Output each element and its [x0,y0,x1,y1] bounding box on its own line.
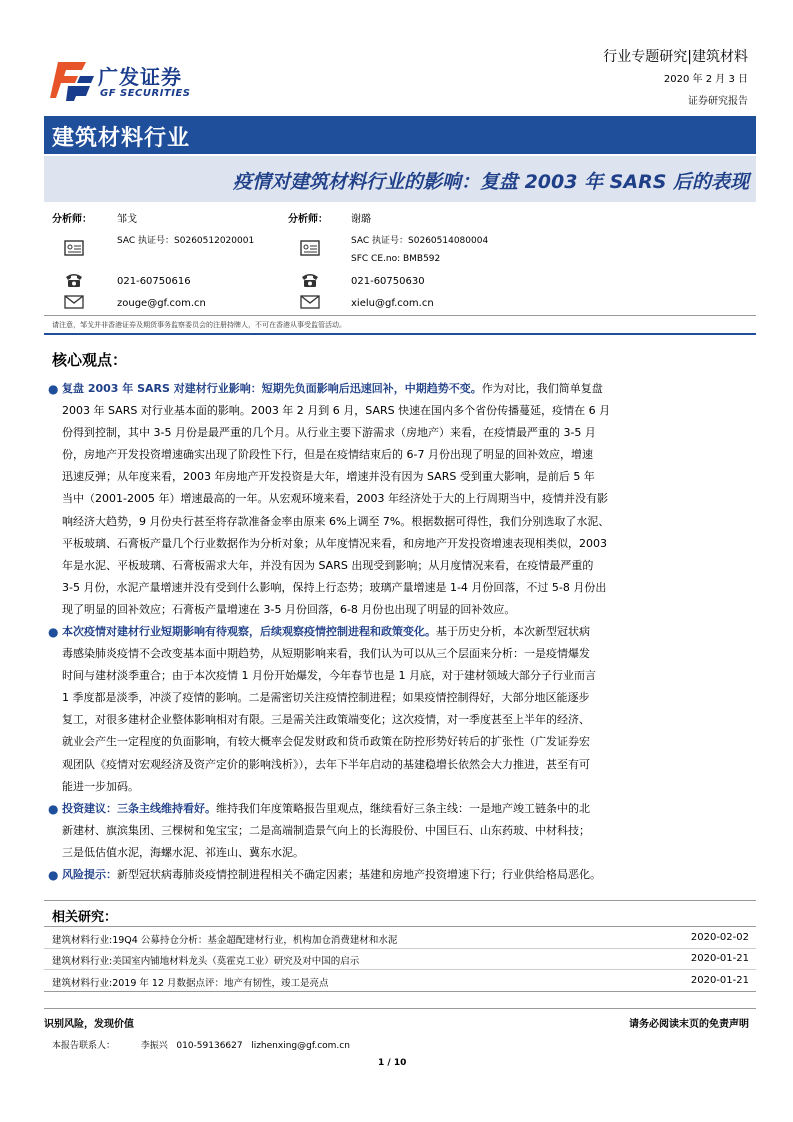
point-line: 时间与建材淡季重合；由于本次疫情 1 月份开始爆发，今年春节也是 1 月底，对于建材领域大部分子行业而言 [62,669,596,683]
point-line: 现了明显的回补效应；石膏板产量增速在 3-5 月份回落，6-8 月份也出现了明显的回补效应。 [62,602,516,616]
point-4 [62,864,756,886]
report-date: 2020 年 2 月 3 日 [663,74,748,85]
point-head: 投资建议：三条主线维持看好。 [62,802,216,815]
logo-text: 广发证券 [98,65,182,89]
point-line: 2003 年 SARS 对行业基本面的影响。2003 年 2 月到 6 月，SARS 快速在国内多个省份传播蔓延，疫情在 6 月 [62,404,611,418]
analyst-sac: SAC 执证号：S0260512020001 [117,236,255,246]
page-number: 1 / 10 [378,1058,407,1068]
point-head: 本次疫情对建材行业短期影响有待观察，后续观察疫情控制进程和政策变化。 [62,625,436,638]
footer-disclaimer[interactable]: 请务必阅读末页的免责声明 [629,1019,749,1030]
point-head: 复盘 2003 年 SARS 对建材行业影响：短期先负面影响后迅速回补，中期趋势不变。 [62,382,482,395]
point-line: 三是低估值水泥，海螺水泥、祁连山、冀东水泥。 [62,846,304,860]
analyst-phone[interactable]: 021-60750630 [351,276,425,287]
gf-logo-icon [50,56,94,102]
analyst-email[interactable]: zouge@gf.com.cn [117,298,206,309]
point-line: 份，房地产开发投资增速确实出现了阶段性下行，但是在疫情结束后的 6-7 月份出现了明显的回补效应，增速 [62,448,593,462]
point-line: 平板玻璃、石膏板产量几个行业数据作为分析对象；从年度情况来看，和房地产开发投资增速表现相类似，2003 [62,536,607,550]
point-line: 3-5 月份，水泥产量增速并没有受到什么影响，保持上行态势；玻璃产量增速是 1-4 月份回落，不过 5-8 月份出 [62,580,607,594]
point-line: 份得到控制，其中 3-5 月份是最严重的几个月。从行业主要下游需求（房地产）来看，在疫情最严重的 3-5 月 [62,426,596,440]
analyst-sac: SAC 执证号：S0260514080004 [351,236,489,246]
contact-label: 本报告联系人： [52,1041,116,1051]
divider [44,991,756,992]
analyst-email[interactable]: xielu@gf.com.cn [351,298,434,309]
point-head: 风险提示： [62,868,117,881]
related-item[interactable]: 建筑材料行业:美国室内铺地材料龙头（莫霍克工业）研究及对中国的启示 [52,956,360,967]
report-contact [52,1038,350,1051]
point-line: 新型冠状病毒肺炎疫情控制进程相关不确定因素；基建和房地产投资增速下行；行业供给格局恶化。 [117,868,601,881]
core-title: 核心观点： [52,351,128,369]
analyst-sfc: SFC CE.no: BMB592 [351,254,441,264]
point-line: 响经济大趋势，9 月份央行甚至将存款准备金率由原来 6%上调至 7%。根据数据可得性，我们分别选取了水泥、 [62,514,610,528]
bullet-icon: ● [48,382,59,396]
analyst-name: 谢璐 [351,214,371,225]
contact-email[interactable]: lizhenxing@gf.com.cn [251,1041,350,1051]
point-line: 能进一步加码。 [62,779,139,793]
point-line: 迅速反弹；从年度来看，2003 年房地产开发投资是大年，增速并没有因为 SARS 受到重大影响，是前后 5 年 [62,470,595,484]
point-line: 作为对比，我们简单复盘 [481,382,603,395]
divider [44,969,756,970]
divider [44,926,756,927]
bullet-icon: ● [48,802,59,816]
phone-icon [300,272,320,292]
industry-title: 建筑材料行业 [52,126,191,151]
point-line: 观团队《疫情对宏观经济及资产定价的影响浅析》），去年下半年启动的基建稳增长依然会大力推进，甚至有可 [62,757,590,771]
point-line: 维持我们年度策略报告里观点，继续看好三条主线：一是地产竣工链条中的北 [216,802,590,815]
contact-name: 李振兴 [140,1041,168,1051]
bullet-icon: ● [48,868,59,882]
point-2 [62,621,756,798]
point-line: 就业会产生一定程度的负面影响，有较大概率会促发财政和货币政策在防控形势好转后的扩张性（广发证券宏 [62,735,590,749]
logo-subtext: GF SECURITIES [100,88,191,99]
footer-slogan: 识别风险，发现价值 [44,1019,134,1030]
analyst-phone[interactable]: 021-60750616 [117,276,191,287]
related-date: 2020-01-21 [690,953,749,964]
point-line: 当中（2001-2005 年）增速最高的一年。从宏观环境来看，2003 年经济处于大的上行周期当中，疫情并没有影 [62,492,608,506]
analyst-label: 分析师： [52,214,92,225]
related-item[interactable]: 建筑材料行业:2019 年 12 月数据点评：地产有韧性，竣工是亮点 [52,978,329,989]
report-title: 疫情对建筑材料行业的影响：复盘 2003 年 SARS 后的表现 [232,171,749,193]
compliance-note: 请注意，邹戈并非香港证券及期货事务监察委员会的注册持牌人，不可在香港从事受监管活动。 [52,321,346,329]
analyst-label: 分析师： [288,214,328,225]
bullet-icon: ● [48,625,59,639]
id-card-icon [300,239,320,261]
divider [44,315,756,316]
point-1 [62,378,756,621]
point-3 [62,798,756,864]
divider [44,333,756,335]
divider [44,900,756,901]
divider [44,948,756,949]
id-card-icon [64,239,84,261]
point-line: 毒感染肺炎疫情不会改变基本面中期趋势，从短期影响来看，我们认为可以从三个层面来分析：一是疫情爆发 [62,647,590,661]
point-line: 基于历史分析，本次新型冠状病 [436,625,590,638]
footer-divider [44,1008,756,1009]
mail-icon [300,295,320,313]
report-kind: 证券研究报告 [688,96,748,107]
related-date: 2020-01-21 [690,975,749,986]
point-line: 1 季度都是淡季，冲淡了疫情的影响。二是需密切关注疫情控制进程；如果疫情控制得好，大部分地区能逐步 [62,691,590,705]
point-line: 新建材、旗滨集团、三棵树和兔宝宝；二是高端制造景气向上的长海股份、中国巨石、山东药玻、中材科技； [62,824,590,838]
point-line: 年是水泥、平板玻璃、石膏板需求大年，并没有因为 SARS 出现受到影响；从月度情况来看，在疫情最严重的 [62,558,594,572]
analyst-name: 邹戈 [117,214,137,225]
contact-phone: 010-59136627 [176,1041,243,1051]
point-line: 复工，对很多建材企业整体影响相对有限。三是需关注政策端变化；这次疫情，对一季度甚至上半年的经济、 [62,713,590,727]
related-date: 2020-02-02 [690,932,749,943]
related-title: 相关研究： [52,910,118,925]
mail-icon [64,295,84,313]
report-type: 行业专题研究|建筑材料 [603,49,748,65]
phone-icon [64,272,84,292]
related-item[interactable]: 建筑材料行业:19Q4 公募持仓分析：基金超配建材行业，机构加仓消费建材和水泥 [52,935,398,946]
